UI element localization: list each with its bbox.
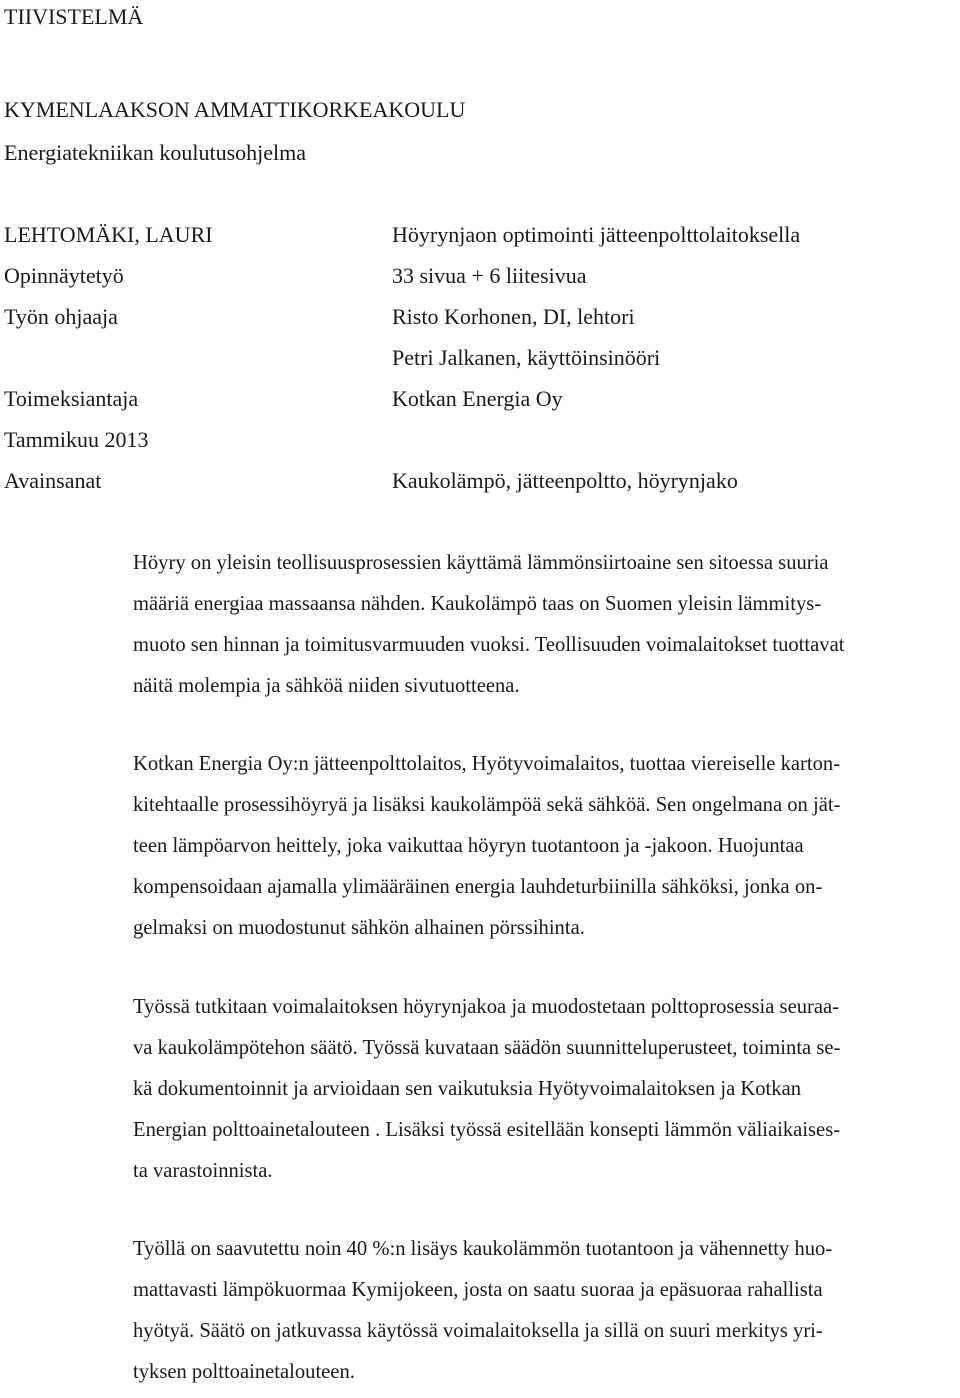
text-line: Kotkan Energia Oy:n jätteenpolttolaitos, Hyötyvoimalaitos, tuottaa viereiselle karton- (133, 753, 841, 775)
client-label: Toimeksiantaja (4, 386, 139, 411)
text-line: Työssä tutkitaan voimalaitoksen höyrynjakoa ja muodostetaan polttoprosessia seuraa- (133, 996, 840, 1018)
text-line: kitehtaalle prosessihöyryä ja lisäksi kaukolämpöä sekä sähköä. Sen ongelmana on jät- (133, 794, 841, 816)
text-line: Höyry on yleisin teollisuusprosessien käyttämä lämmönsiirtoaine sen sitoessa suuria (133, 552, 829, 574)
text-line: kompensoidaan ajamalla ylimääräinen energia lauhdeturbiinilla sähköksi, jonka on- (133, 876, 823, 898)
abstract-paragraph (133, 992, 960, 1197)
supervisor-secondary: Petri Jalkanen, käyttöinsinööri (392, 345, 661, 370)
text-line: tyksen polttoainetalouteen. (133, 1361, 355, 1383)
text-line: Työllä on saavutettu noin 40 %:n lisäys kaukolämmön tuotantoon ja vähennetty huo- (133, 1238, 833, 1260)
keywords: Kaukolämpö, jätteenpoltto, höyrynjako (392, 468, 738, 493)
text-line: Energian polttoainetalouteen . Lisäksi työssä esitellään konsepti lämmön väliaikaises- (133, 1119, 841, 1141)
text-line: teen lämpöarvon heittely, joka vaikuttaa höyryn tuotantoon ja -jakoon. Huojuntaa (133, 835, 804, 857)
page-title: TIIVISTELMÄ (4, 4, 144, 29)
date: Tammikuu 2013 (4, 427, 149, 452)
text-line: kä dokumentoinnit ja arvioidaan sen vaikutuksia Hyötyvoimalaitoksen ja Kotkan (133, 1078, 802, 1100)
abstract-paragraph (133, 749, 960, 954)
thesis-title: Höyrynjaon optimointi jätteenpolttolaitoksella (392, 222, 801, 247)
text-line: hyötyä. Säätö on jatkuvassa käytössä voimalaitoksella ja sillä on suuri merkitys yri- (133, 1320, 823, 1342)
supervisor-primary: Risto Korhonen, DI, lehtori (392, 304, 635, 329)
client-name: Kotkan Energia Oy (392, 386, 563, 411)
degree-program: Energiatekniikan koulutusohjelma (4, 140, 307, 165)
supervisor-label: Työn ohjaaja (4, 304, 118, 329)
abstract-paragraph (133, 1234, 960, 1398)
author-label: LEHTOMÄKI, LAURI (4, 222, 213, 247)
text-line: näitä molempia ja sähköä niiden sivutuotteena. (133, 675, 520, 697)
text-line: ta varastoinnista. (133, 1160, 273, 1182)
text-line: määriä energiaa massaansa nähden. Kaukolämpö taas on Suomen yleisin lämmitys- (133, 593, 822, 615)
thesis-type-label: Opinnäytetyö (4, 263, 124, 288)
text-line: gelmaksi on muodostunut sähkön alhainen pörssihinta. (133, 917, 585, 939)
school-name: KYMENLAAKSON AMMATTIKORKEAKOULU (4, 97, 466, 122)
page-count: 33 sivua + 6 liitesivua (392, 263, 587, 288)
abstract-paragraph (133, 548, 960, 712)
text-line: va kaukolämpötehon säätö. Työssä kuvataan säädön suunnitteluperusteet, toiminta se- (133, 1037, 841, 1059)
text-line: muoto sen hinnan ja toimitusvarmuuden vuoksi. Teollisuuden voimalaitokset tuottavat (133, 634, 845, 656)
keywords-label: Avainsanat (4, 468, 102, 493)
text-line: mattavasti lämpökuormaa Kymijokeen, josta on saatu suoraa ja epäsuoraa rahallista (133, 1279, 823, 1301)
